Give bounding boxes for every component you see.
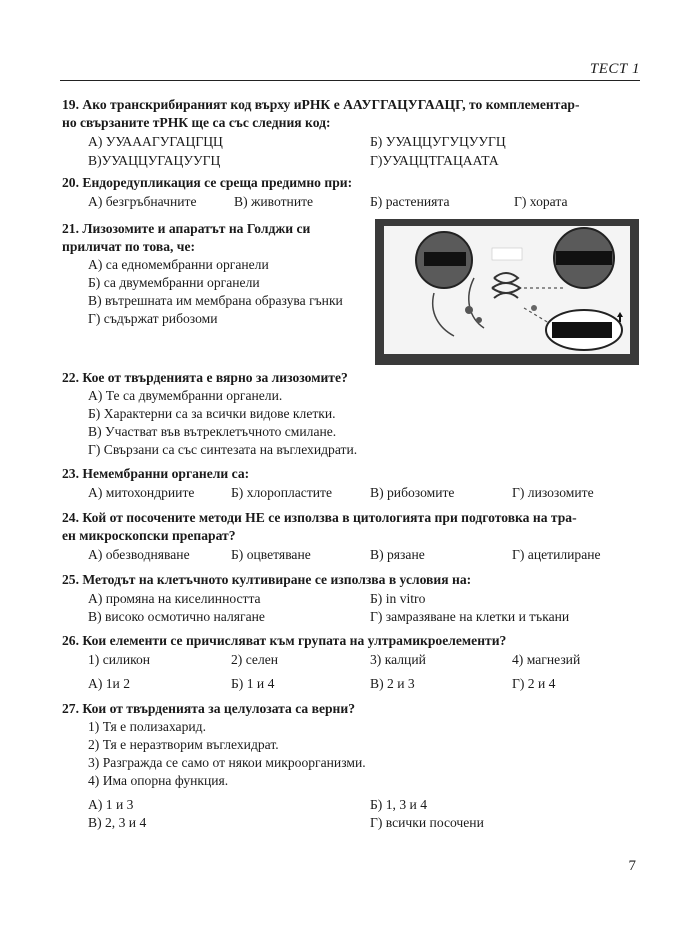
q26-element-2: 2) селен [231,652,279,667]
q25-stem: 25. Методът на клетъчното култивиране се използва в условия на: [62,572,472,587]
q19-option-d[interactable]: Г)УУАЦЦТГАЦААТА [370,153,499,168]
q27-stem: 27. Кои от твърденията за целулозата са верни? [62,701,356,716]
q27-statement-4: 4) Има опорна функция. [88,773,229,788]
q22-option-c[interactable]: В) Участват във вътреклетъчното смилане. [88,424,337,439]
q24-option-a[interactable]: А) обезводняване [88,547,190,562]
q21-stem-line1: 21. Лизозомите и апаратът на Голджи си [62,221,311,236]
q25-option-b[interactable]: Б) in vitro [370,591,426,606]
q20-option-c[interactable]: Б) растенията [370,194,450,209]
q25-option-d[interactable]: Г) замразяване на клетки и тъкани [370,609,570,624]
q21-option-b[interactable]: Б) са двумембранни органели [88,275,260,290]
q27-option-a[interactable]: А) 1 и 3 [88,797,134,812]
q24-stem-line1: 24. Кой от посочените методи НЕ се използва в цитологията при подготовка на тра- [62,510,577,525]
q20-option-d[interactable]: Г) хората [514,194,568,209]
cell-diagram-figure [374,218,640,366]
q24-stem-line2: ен микроскопски препарат? [62,528,236,543]
page-number: 7 [628,858,636,874]
q24-option-b[interactable]: Б) оцветяване [231,547,311,562]
q21-option-a[interactable]: А) са едномембранни органели [88,257,269,272]
label-mask-right [556,251,612,265]
q27-option-b[interactable]: Б) 1, 3 и 4 [370,797,427,812]
q20-option-b[interactable]: В) животните [234,194,314,209]
q21-stem-line2: приличат по това, че: [62,239,196,254]
q26-option-c[interactable]: В) 2 и 3 [370,676,415,691]
q24-option-d[interactable]: Г) ацетилиране [512,547,601,562]
q26-option-a[interactable]: А) 1и 2 [88,676,131,691]
q26-element-3: 3) калций [370,652,426,667]
q26-option-d[interactable]: Г) 2 и 4 [512,676,556,691]
q27-statement-2: 2) Тя е неразтворим въглехидрат. [88,737,279,752]
q27-statement-3: 3) Разгражда се само от някои микроорганизми. [88,755,366,770]
q19-option-c[interactable]: В)УУАЦЦУГАЦУУГЦ [88,153,221,168]
q19-stem-line1: 19. Ако транскрибираният код върху иРНК е ААУГГАЦУГААЦГ, то комплементар- [62,97,580,112]
q27-option-d[interactable]: Г) всички посочени [370,815,484,830]
q22-option-a[interactable]: А) Те са двумембранни органели. [88,388,283,403]
q27-statement-1: 1) Тя е полизахарид. [88,719,206,734]
vesicle-3 [531,305,537,311]
test-title: ТЕСТ 1 [589,61,640,77]
q25-option-a[interactable]: А) промяна на киселинността [88,591,261,606]
label-mask-bottom [552,322,612,338]
label-mask-left [424,252,466,266]
q26-element-4: 4) магнезий [512,652,581,667]
label-box-top [492,248,522,260]
q25-option-c[interactable]: В) високо осмотично налягане [88,609,265,624]
q19-option-b[interactable]: Б) УУАЦЦУГУЦУУГЦ [370,134,506,149]
q23-stem: 23. Немембранни органели са: [62,466,250,481]
q19-stem-line2: но свързаните тРНК ще са със следния код: [62,115,331,130]
q23-option-d[interactable]: Г) лизозомите [512,485,594,500]
q22-option-b[interactable]: Б) Характерни са за всички видове клетки. [88,406,336,421]
q20-option-a[interactable]: А) безгръбначните [88,194,197,209]
q22-stem: 22. Кое от твърденията е вярно за лизозомите? [62,370,348,385]
q26-element-1: 1) силикон [88,652,151,667]
q24-option-c[interactable]: В) рязане [370,547,425,562]
q21-option-c[interactable]: В) вътрешната им мембрана образува гънки [88,293,343,308]
q21-option-d[interactable]: Г) съдържат рибозоми [88,311,218,326]
q22-option-d[interactable]: Г) Свързани са със синтезата на въглехидрати. [88,442,358,457]
vesicle-1 [465,306,473,314]
q27-option-c[interactable]: В) 2, 3 и 4 [88,815,147,830]
vesicle-2 [476,317,482,323]
q23-option-b[interactable]: Б) хлоропластите [231,485,333,500]
q26-stem: 26. Кои елементи се причисляват към групата на ултрамикроелементи? [62,633,507,648]
q19-option-a[interactable]: А) УУАААГУГАЦГЦЦ [88,134,223,149]
q23-option-a[interactable]: А) митохондриите [88,485,195,500]
q26-option-b[interactable]: Б) 1 и 4 [231,676,275,691]
q23-option-c[interactable]: В) рибозомите [370,485,455,500]
q20-stem: 20. Ендоредупликация се среща предимно при: [62,175,353,190]
header-rule [60,80,640,81]
